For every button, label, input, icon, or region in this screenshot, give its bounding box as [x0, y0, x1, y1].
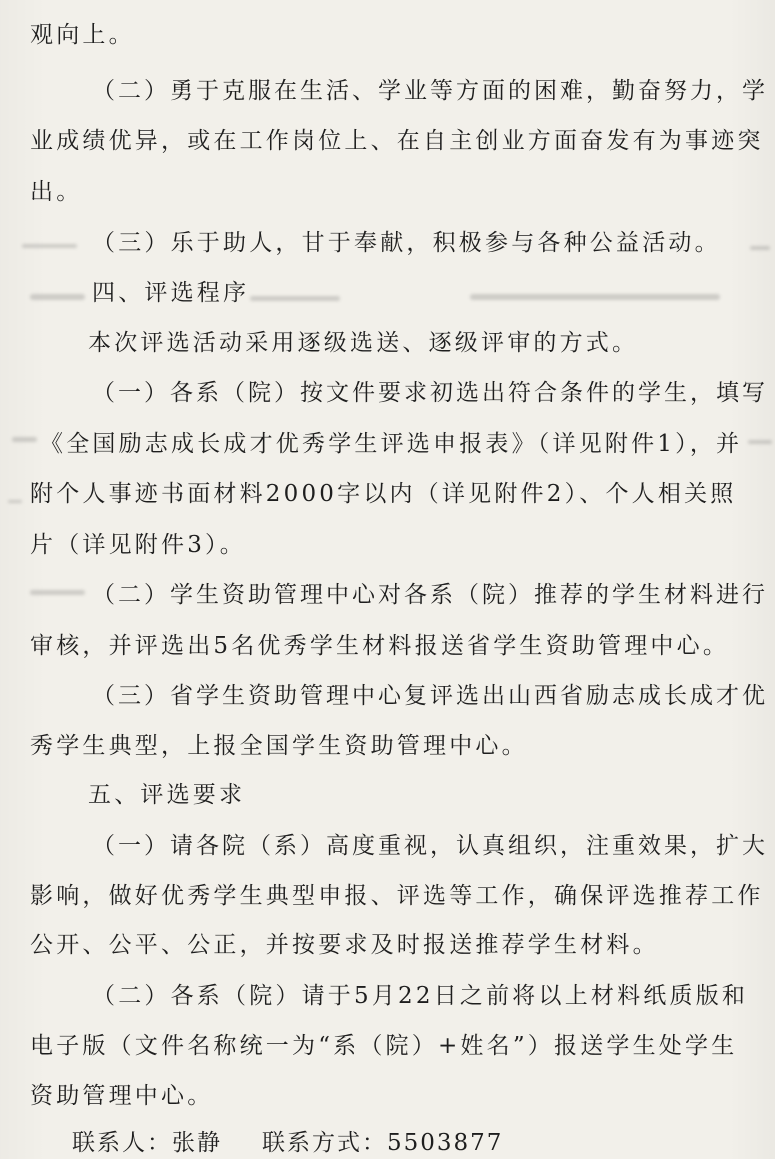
scan-artifact	[22, 244, 77, 248]
text-line: 秀学生典型，上报全国学生资助管理中心。	[30, 733, 528, 759]
text-line: （二）学生资助管理中心对各系（院）推荐的学生材料进行	[92, 582, 768, 608]
section-heading: 四、评选程序	[92, 280, 250, 306]
scan-artifact	[30, 590, 85, 595]
scan-artifact	[470, 294, 720, 300]
text-line: （二）各系（院）请于5月22日之前将以上材料纸质版和	[92, 983, 749, 1009]
text-line: （一）各系（院）按文件要求初选出符合条件的学生，填写	[92, 380, 768, 406]
section-heading: 五、评选要求	[88, 782, 246, 808]
text-line: （二）勇于克服在生活、学业等方面的困难，勤奋努力，学	[92, 78, 768, 104]
text-line: 业成绩优异，或在工作岗位上、在自主创业方面奋发有为事迹突	[30, 128, 764, 154]
scan-artifact	[30, 294, 85, 300]
text-line: 片（详见附件3）。	[30, 532, 246, 558]
contact-phone: 联系方式：5503877	[262, 1130, 504, 1156]
contact-line	[72, 1128, 503, 1158]
text-line: 本次评选活动采用逐级选送、逐级评审的方式。	[88, 330, 639, 356]
text-line: 公开、公平、公正，并按要求及时报送推荐学生材料。	[30, 932, 659, 958]
text-line: 资助管理中心。	[30, 1083, 214, 1109]
text-line: （一）请各院（系）高度重视，认真组织，注重效果，扩大	[92, 833, 768, 859]
text-line: 审核，并评选出5名优秀学生材料报送省学生资助管理中心。	[30, 633, 730, 659]
text-line: 电子版（文件名称统一为“系（院）+姓名”）报送学生处学生	[30, 1033, 738, 1059]
text-line: 附个人事迹书面材料2000字以内（详见附件2）、个人相关照	[30, 481, 737, 507]
scan-artifact	[8, 500, 22, 503]
scan-artifact	[750, 246, 770, 250]
text-line: （三）乐于助人，甘于奉献，积极参与各种公益活动。	[92, 230, 721, 256]
text-line: 《全国励志成长成才优秀学生评选申报表》（详见附件1），并	[40, 431, 743, 457]
contact-person: 联系人：张静	[72, 1130, 222, 1156]
scan-artifact	[748, 440, 772, 444]
text-line: 出。	[30, 179, 83, 205]
text-line: 观向上。	[30, 22, 135, 48]
scan-artifact	[250, 296, 340, 301]
text-line: （三）省学生资助管理中心复评选出山西省励志成长成才优	[92, 683, 768, 709]
text-line: 影响，做好优秀学生典型申报、评选等工作，确保评选推荐工作	[30, 883, 764, 909]
scan-artifact	[12, 437, 37, 442]
